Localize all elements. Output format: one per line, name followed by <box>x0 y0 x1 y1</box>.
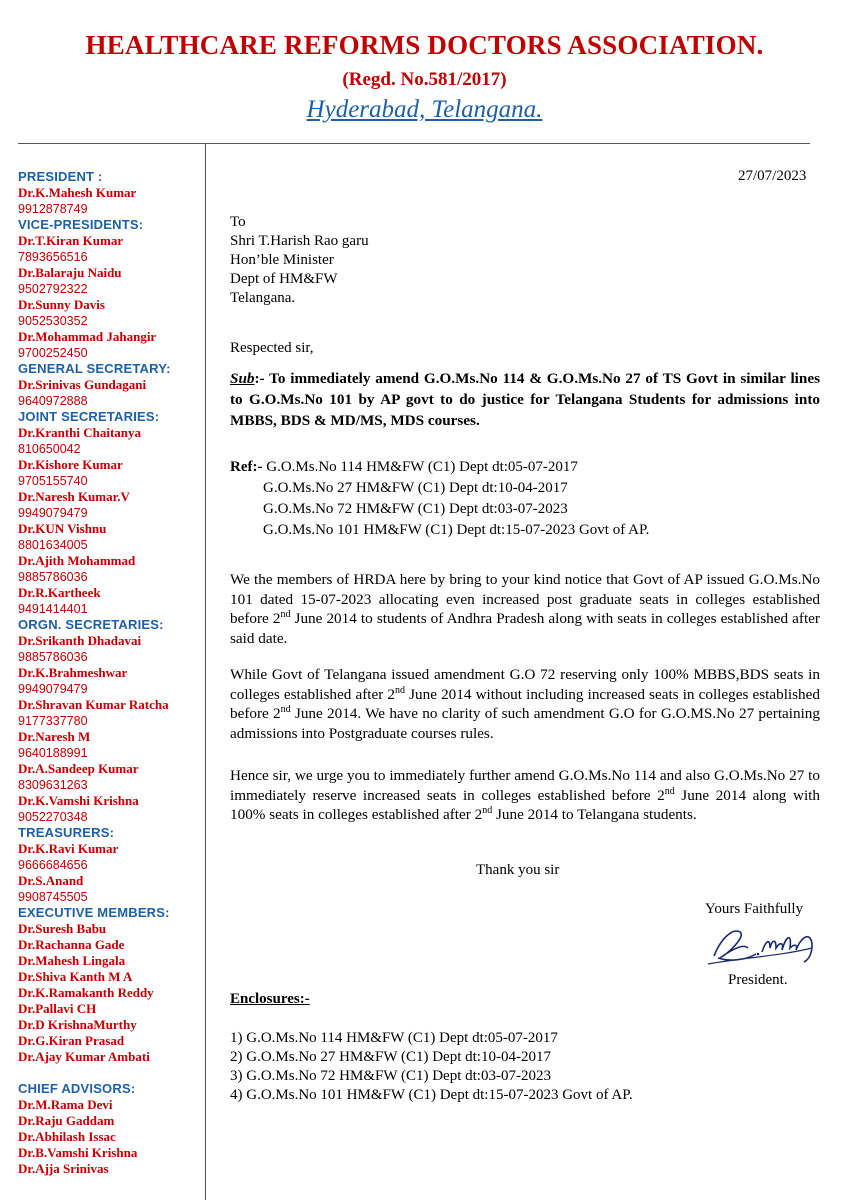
reference-label: Ref:- <box>230 459 263 475</box>
member-phone: 810650042 <box>18 442 81 456</box>
office-bearers-sidebar <box>18 169 203 1177</box>
member-phone: 9700252450 <box>18 346 88 360</box>
text-run: June 2014. We have no clarity of such amendment G.O for G.O.MS.No 27 pertaining admissions into Postgraduate courses rules. <box>230 705 820 742</box>
signatory-title: President. <box>728 972 788 988</box>
header-divider <box>18 143 810 144</box>
member-name: Dr.Suresh Babu <box>18 921 107 936</box>
enclosures-list <box>230 1029 633 1105</box>
member-name: Dr.K.Ravi Kumar <box>18 841 119 856</box>
subject-text: :- To immediately amend G.O.Ms.No 114 & G.O.Ms.No 27 of TS Govt in similar lines to G.O.Ms.No 101 by AP govt to do justice for Telangana Students for admissions into MBBS, BDS & MD/MS, MDS courses. <box>230 370 820 429</box>
bearer-group <box>18 1081 203 1177</box>
member-name: Dr.Raju Gaddam <box>18 1113 115 1128</box>
member-name: Dr.Naresh M <box>18 729 91 744</box>
member-name: Dr.KUN Vishnu <box>18 521 107 536</box>
text-run: Hence sir, we urge you to immediately further amend G.O.Ms.No 114 and also G.O.Ms.No 27 to immediately reserve increased seats in colleges established before 2 <box>230 767 820 804</box>
address-line: To <box>230 214 246 230</box>
group-heading: EXECUTIVE MEMBERS: <box>18 905 170 920</box>
member-phone: 8801634005 <box>18 538 88 552</box>
member-name: Dr.Srinivas Gundagani <box>18 377 147 392</box>
member-phone: 9052270348 <box>18 810 88 824</box>
group-spacer <box>18 1065 203 1081</box>
signature-image <box>700 918 820 970</box>
group-heading: ORGN. SECRETARIES: <box>18 617 164 632</box>
body-paragraph-2 <box>230 665 820 743</box>
member-phone: 9666684656 <box>18 858 88 872</box>
member-name: Dr.Abhilash Issac <box>18 1129 116 1144</box>
reference-item: G.O.Ms.No 27 HM&FW (C1) Dept dt:10-04-2017 <box>263 480 568 496</box>
subject <box>230 368 820 431</box>
member-phone: 8309631263 <box>18 778 88 792</box>
member-phone: 9640188991 <box>18 746 88 760</box>
member-name: Dr.A.Sandeep Kumar <box>18 761 139 776</box>
group-heading: PRESIDENT : <box>18 169 103 184</box>
text-run: June 2014 to Telangana students. <box>492 806 697 823</box>
bearer-group <box>18 169 203 217</box>
member-phone: 9912878749 <box>18 202 88 216</box>
ordinal-suffix: nd <box>395 684 406 696</box>
address-line: Dept of HM&FW <box>230 271 338 287</box>
enclosure-item: 2) G.O.Ms.No 27 HM&FW (C1) Dept dt:10-04-2017 <box>230 1049 551 1065</box>
recipient-address <box>230 213 369 308</box>
closing: Yours Faithfully <box>705 901 804 917</box>
body-paragraph-1 <box>230 570 820 648</box>
member-phone: 9177337780 <box>18 714 88 728</box>
member-phone: 9885786036 <box>18 570 88 584</box>
member-name: Dr.D KrishnaMurthy <box>18 1017 137 1032</box>
group-heading: JOINT SECRETARIES: <box>18 409 160 424</box>
thanks-line: Thank you sir <box>476 862 560 878</box>
bearer-group <box>18 825 203 905</box>
member-phone: 9491414401 <box>18 602 88 616</box>
text-run: June 2014 to students of Andhra Pradesh along with seats in colleges established after said date. <box>230 610 820 647</box>
salutation: Respected sir, <box>230 340 314 356</box>
text-run: While Govt of Telangana issued amendment G.O 72 reserving only 100% MBBS,BDS seats in colleges established after 2 <box>230 666 820 703</box>
bearer-group <box>18 409 203 617</box>
bearer-group <box>18 217 203 361</box>
member-name: Dr.Mohammad Jahangir <box>18 329 157 344</box>
member-phone: 9052530352 <box>18 314 88 328</box>
ordinal-suffix: nd <box>280 703 291 715</box>
member-name: Dr.Ajith Mohammad <box>18 553 136 568</box>
member-name: Dr.Shiva Kanth M A <box>18 969 133 984</box>
member-phone: 9502792322 <box>18 282 88 296</box>
sidebar-divider <box>205 143 206 1200</box>
ordinal-suffix: nd <box>664 785 675 797</box>
member-phone: 9640972888 <box>18 394 88 408</box>
member-name: Dr.K.Brahmeshwar <box>18 665 128 680</box>
member-name: Dr.Srikanth Dhadavai <box>18 633 142 648</box>
reference-item: G.O.Ms.No 101 HM&FW (C1) Dept dt:15-07-2023 Govt of AP. <box>263 522 650 538</box>
group-heading: TREASURERS: <box>18 825 115 840</box>
text-run: June 2014 without including increased seats in colleges established before 2 <box>230 685 820 722</box>
subject-label: Sub <box>230 370 255 387</box>
body-paragraph-3 <box>230 766 820 825</box>
text-run: June 2014 along with 100% seats in colleges established after 2 <box>230 786 820 823</box>
member-name: Dr.Kranthi Chaitanya <box>18 425 142 440</box>
member-phone: 9949079479 <box>18 682 88 696</box>
member-name: Dr.T.Kiran Kumar <box>18 233 124 248</box>
group-heading: VICE-PRESIDENTS: <box>18 217 144 232</box>
references <box>230 457 649 541</box>
enclosure-item: 3) G.O.Ms.No 72 HM&FW (C1) Dept dt:03-07-2023 <box>230 1068 551 1084</box>
member-name: Dr.K.Mahesh Kumar <box>18 185 137 200</box>
member-name: Dr.Naresh Kumar.V <box>18 489 130 504</box>
bearer-group <box>18 617 203 825</box>
member-name: Dr.S.Anand <box>18 873 84 888</box>
registration-number: (Regd. No.581/2017) <box>342 69 507 90</box>
ordinal-suffix: nd <box>482 804 493 816</box>
letter-date: 27/07/2023 <box>738 168 807 184</box>
group-heading: CHIEF ADVISORS: <box>18 1081 136 1096</box>
address-line: Hon’ble Minister <box>230 252 334 268</box>
enclosure-item: 4) G.O.Ms.No 101 HM&FW (C1) Dept dt:15-07-2023 Govt of AP. <box>230 1087 633 1103</box>
member-name: Dr.Rachanna Gade <box>18 937 125 952</box>
member-name: Dr.G.Kiran Prasad <box>18 1033 125 1048</box>
address-line: Telangana. <box>230 290 296 306</box>
enclosure-item: 1) G.O.Ms.No 114 HM&FW (C1) Dept dt:05-07-2017 <box>230 1030 558 1046</box>
member-phone: 9908745505 <box>18 890 88 904</box>
organization-location: Hyderabad, Telangana. <box>306 96 543 123</box>
letterhead <box>0 28 849 125</box>
member-name: Dr.M.Rama Devi <box>18 1097 113 1112</box>
member-name: Dr.Shravan Kumar Ratcha <box>18 697 169 712</box>
member-phone: 9705155740 <box>18 474 88 488</box>
member-name: Dr.Ajja Srinivas <box>18 1161 109 1176</box>
reference-item: G.O.Ms.No 72 HM&FW (C1) Dept dt:03-07-2023 <box>263 501 568 517</box>
member-phone: 7893656516 <box>18 250 88 264</box>
member-name: Dr.K.Vamshi Krishna <box>18 793 139 808</box>
member-name: Dr.B.Vamshi Krishna <box>18 1145 138 1160</box>
bearer-group <box>18 361 203 409</box>
enclosures-title: Enclosures:- <box>230 991 310 1007</box>
member-name: Dr.Pallavi CH <box>18 1001 97 1016</box>
member-phone: 9885786036 <box>18 650 88 664</box>
member-name: Dr.Kishore Kumar <box>18 457 123 472</box>
member-name: Dr.Sunny Davis <box>18 297 105 312</box>
member-name: Dr.K.Ramakanth Reddy <box>18 985 154 1000</box>
organization-name: HEALTHCARE REFORMS DOCTORS ASSOCIATION. <box>85 30 764 60</box>
member-name: Dr.Balaraju Naidu <box>18 265 122 280</box>
group-heading: GENERAL SECRETARY: <box>18 361 171 376</box>
member-name: Dr.Mahesh Lingala <box>18 953 126 968</box>
member-phone: 9949079479 <box>18 506 88 520</box>
bearer-group <box>18 905 203 1065</box>
member-name: Dr.Ajay Kumar Ambati <box>18 1049 150 1064</box>
ordinal-suffix: nd <box>280 608 291 620</box>
text-run: We the members of HRDA here by bring to your kind notice that Govt of AP issued G.O.Ms.No 101 dated 15-07-2023 allocating even increased post graduate seats in colleges established before 2 <box>230 571 820 627</box>
member-name: Dr.R.Kartheek <box>18 585 101 600</box>
reference-item: G.O.Ms.No 114 HM&FW (C1) Dept dt:05-07-2017 <box>266 459 578 475</box>
address-line: Shri T.Harish Rao garu <box>230 233 369 249</box>
